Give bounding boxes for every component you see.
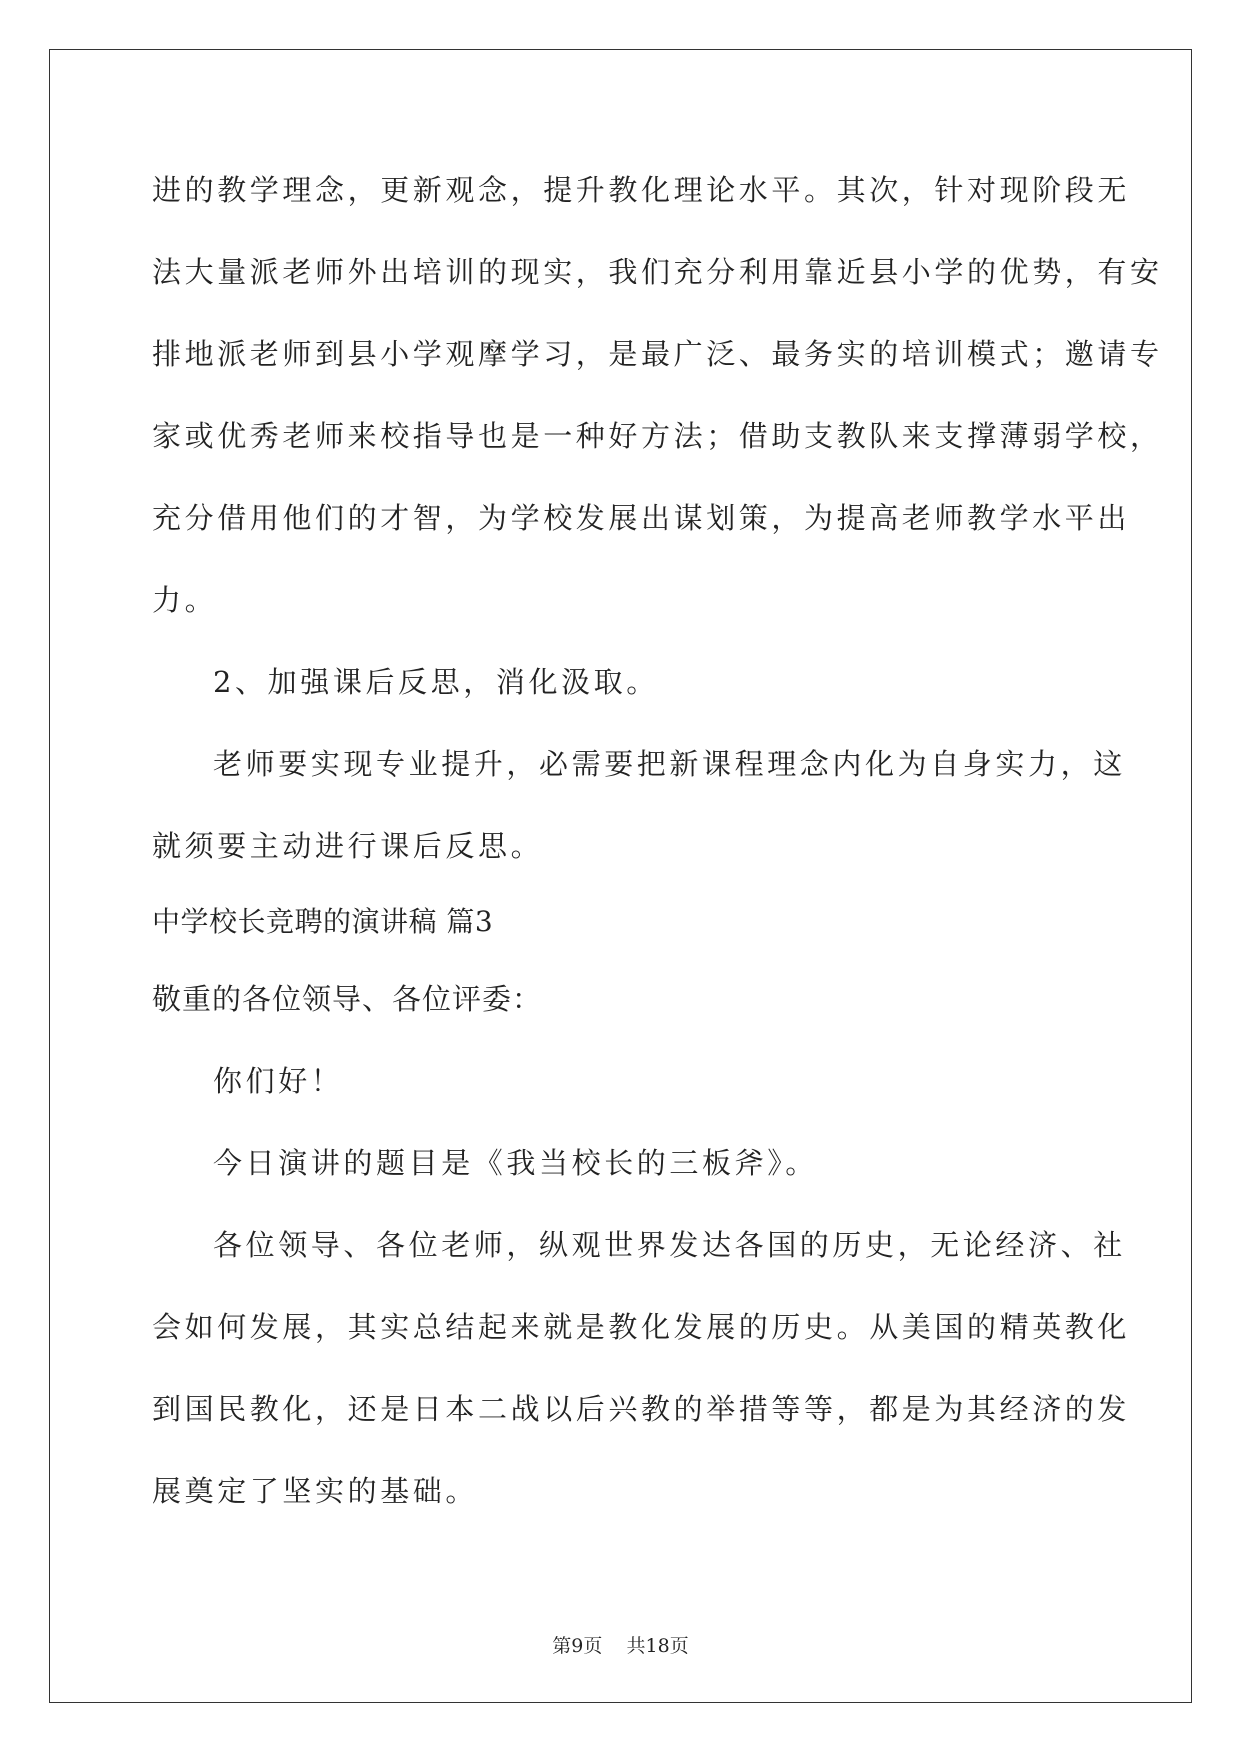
text-line: 进的教学理念，更新观念，提升教化理论水平。其次，针对现阶段无 [152,173,1131,207]
greeting: 你们好！ [213,1064,344,1098]
article-title: 中学校长竞聘的演讲稿 篇3 [152,905,494,938]
text-line: 力。 [152,583,218,617]
page-border [49,49,1192,1703]
text-line: 就须要主动进行课后反思。 [152,829,544,863]
total-suffix: 页 [669,1635,689,1657]
text-line: 家或优秀老师来校指导也是一种好方法；借助支教队来支撑薄弱学校， [152,419,1163,453]
total-prefix: 共 [626,1635,646,1657]
section-heading: 2、加强课后反思，消化汲取。 [213,665,659,699]
paragraph-start: 今日演讲的题目是《我当校长的三板斧》。 [213,1146,818,1180]
text-line: 展奠定了坚实的基础。 [152,1474,479,1508]
paragraph-start: 各位领导、各位老师，纵观世界发达各国的历史，无论经济、社 [213,1228,1126,1262]
text-line: 会如何发展，其实总结起来就是教化发展的历史。从美国的精英教化 [152,1310,1131,1344]
page-suffix: 页 [583,1635,603,1657]
page-prefix: 第 [552,1635,572,1657]
page-number: 9 [571,1635,584,1657]
text-line: 法大量派老师外出培训的现实，我们充分利用靠近县小学的优势，有安 [152,255,1163,289]
page-footer [0,1634,1241,1658]
text-line: 到国民教化，还是日本二战以后兴教的举措等等，都是为其经济的发 [152,1392,1131,1426]
paragraph-start: 老师要实现专业提升，必需要把新课程理念内化为自身实力，这 [213,747,1126,781]
total-pages: 18 [645,1635,670,1657]
text-line: 充分借用他们的才智，为学校发展出谋划策，为提高老师教学水平出 [152,501,1131,535]
text-line: 排地派老师到县小学观摩学习，是最广泛、最务实的培训模式；邀请专 [152,337,1163,371]
salutation: 敬重的各位领导、各位评委： [152,982,543,1016]
